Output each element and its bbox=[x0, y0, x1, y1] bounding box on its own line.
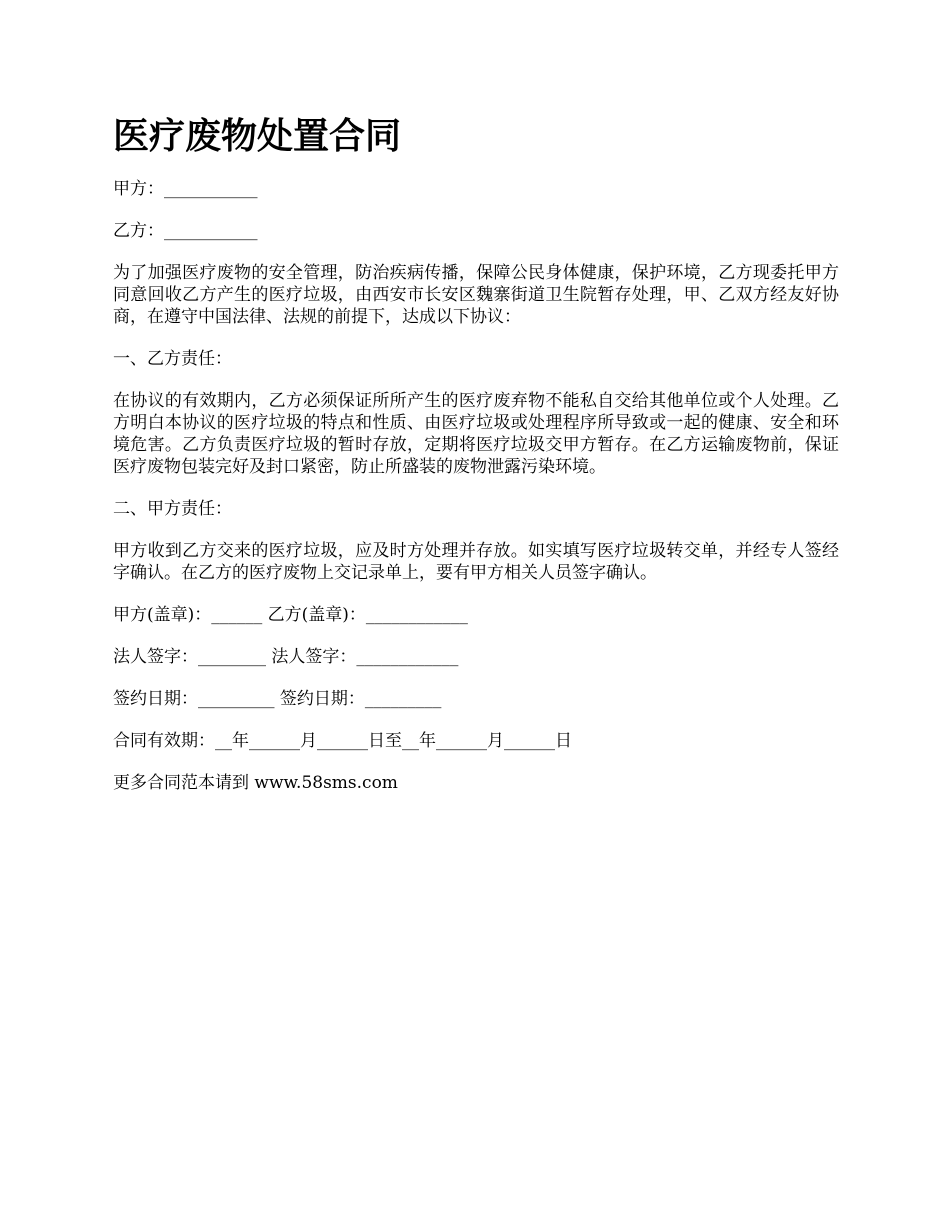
section1-heading: 一、乙方责任： bbox=[113, 349, 232, 369]
section1-body: 在协议的有效期内，乙方必须保证所所产生的医疗废弃物不能私自交给其他单位或个人处理。乙方明白本协议的医疗垃圾的特点和性质、由医疗垃圾或处理程序所导致或一起的健康、安全和环境危害。乙方负责医疗垃圾的暂时存放，定期将医疗垃圾交甲方暂存。在乙方运输废物前，保证医疗废物包装完好及封口紧密，防止所盛装的废物泄露污染环境。 bbox=[113, 391, 839, 477]
seal-line: 甲方(盖章)：______ 乙方(盖章)：____________ bbox=[113, 605, 468, 625]
contract-page bbox=[113, 112, 839, 814]
footer-line: 更多合同范本请到 www.58sms.com bbox=[113, 773, 398, 793]
party-a-line: 甲方：___________ bbox=[113, 179, 258, 199]
signature-line: 法人签字：________ 法人签字：____________ bbox=[113, 647, 459, 667]
section2-body: 甲方收到乙方交来的医疗垃圾，应及时方处理并存放。如实填写医疗垃圾转交单，并经专人签经字确认。在乙方的医疗废物上交记录单上，要有甲方相关人员签字确认。 bbox=[113, 541, 839, 583]
date-line: 签约日期：_________ 签约日期：_________ bbox=[113, 689, 442, 709]
party-b-line: 乙方：___________ bbox=[113, 221, 258, 241]
document-title: 医疗废物处置合同 bbox=[113, 115, 402, 157]
validity-line: 合同有效期：__年______月______日至__年______月______日 bbox=[113, 731, 572, 751]
section2-heading: 二、甲方责任： bbox=[113, 499, 232, 519]
intro-paragraph: 为了加强医疗废物的安全管理，防治疾病传播，保障公民身体健康，保护环境，乙方现委托甲方同意回收乙方产生的医疗垃圾，由西安市长安区魏寨街道卫生院暂存处理，甲、乙双方经友好协商，在遵守中国法律、法规的前提下，达成以下协议： bbox=[113, 263, 839, 327]
